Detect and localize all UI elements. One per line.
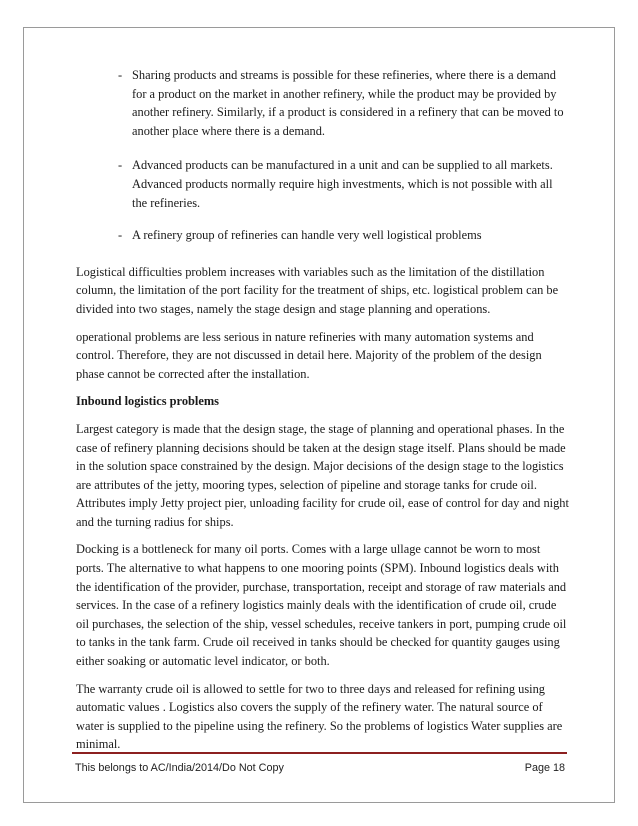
section-heading: Inbound logistics problems bbox=[76, 394, 219, 409]
paragraph-operational-problems: operational problems are less serious in nature refineries with many automation systems and control. Therefore, they are not discussed in detail here. Majority of the problem of the design phase cannot be corrected after the installation. bbox=[76, 329, 542, 381]
bullet-dash: - bbox=[118, 68, 123, 82]
bullet-item bbox=[76, 156, 570, 212]
paragraph-warranty-crude-oil: The warranty crude oil is allowed to settle for two to three days and released for refining using automatic values . Logistics also covers the supply of the refinery water. The natural source of water is supplied to the pipeline using the refinery. So the problems of logistics Water supplies are minimal. bbox=[76, 681, 563, 752]
page-number: Page 18 bbox=[524, 762, 565, 774]
bullet-text: A refinery group of refineries can handle very well logistical problems bbox=[132, 228, 482, 243]
footer-copyright: This belongs to AC/India/2014/Do Not Copy bbox=[75, 762, 284, 774]
bullet-dash: - bbox=[118, 228, 123, 243]
paragraph-largest-category: Largest category is made that the design stage, the stage of planning and operational phases. In the case of refinery planning decisions should be taken at the design stage itself. Plans should be made in the solution space constrained by the design. Major decisions of the design stage to the logistics are attributes of the jetty, mooring types, selection of pipeline and storage tanks for crude oil. Attributes imply Jetty project pier, unloading facility for crude oil, ease of control for day and night and the turning radius for ships. bbox=[76, 421, 569, 529]
bullet-text: Advanced products can be manufactured in a unit and can be supplied to all markets. Advanced products normally require high investments, which is not possible with all the refineries. bbox=[132, 158, 553, 210]
document-body bbox=[76, 66, 570, 763]
bullet-text: Sharing products and streams is possible for these refineries, where there is a demand for a product on the market in another refinery, while the product may be provided by another refinery. Similarly, if a product is considered in a refinery that can be moved to another place where there is a demand. bbox=[132, 68, 564, 138]
bullet-dash: - bbox=[118, 158, 123, 173]
bullet-item bbox=[76, 226, 570, 245]
paragraph-logistical-difficulties: Logistical difficulties problem increases with variables such as the limitation of the distillation column, the limitation of the port facility for the treatment of ships, etc. logistical problem can be divided into two stages, namely the stage design and stage planning and operations. bbox=[76, 264, 559, 316]
bullet-item bbox=[76, 66, 570, 140]
paragraph-docking: Docking is a bottleneck for many oil ports. Comes with a large ullage cannot be worn to most ports. The alternative to what happens to one mooring points (SPM). Inbound logistics deals with the identification of the provider, purchase, transportation, receipt and storage of raw materials and services. In the case of a refinery logistics mainly deals with the identification of crude oil, crude oil purchases, the selection of the ship, vessel schedules, receive tankers in port, pumping crude oil to tanks in the tank farm. Crude oil received in tanks should be checked for quantity gauges using either soaking or automatic level indicator, or both. bbox=[76, 542, 567, 669]
footer-rule bbox=[72, 752, 567, 754]
